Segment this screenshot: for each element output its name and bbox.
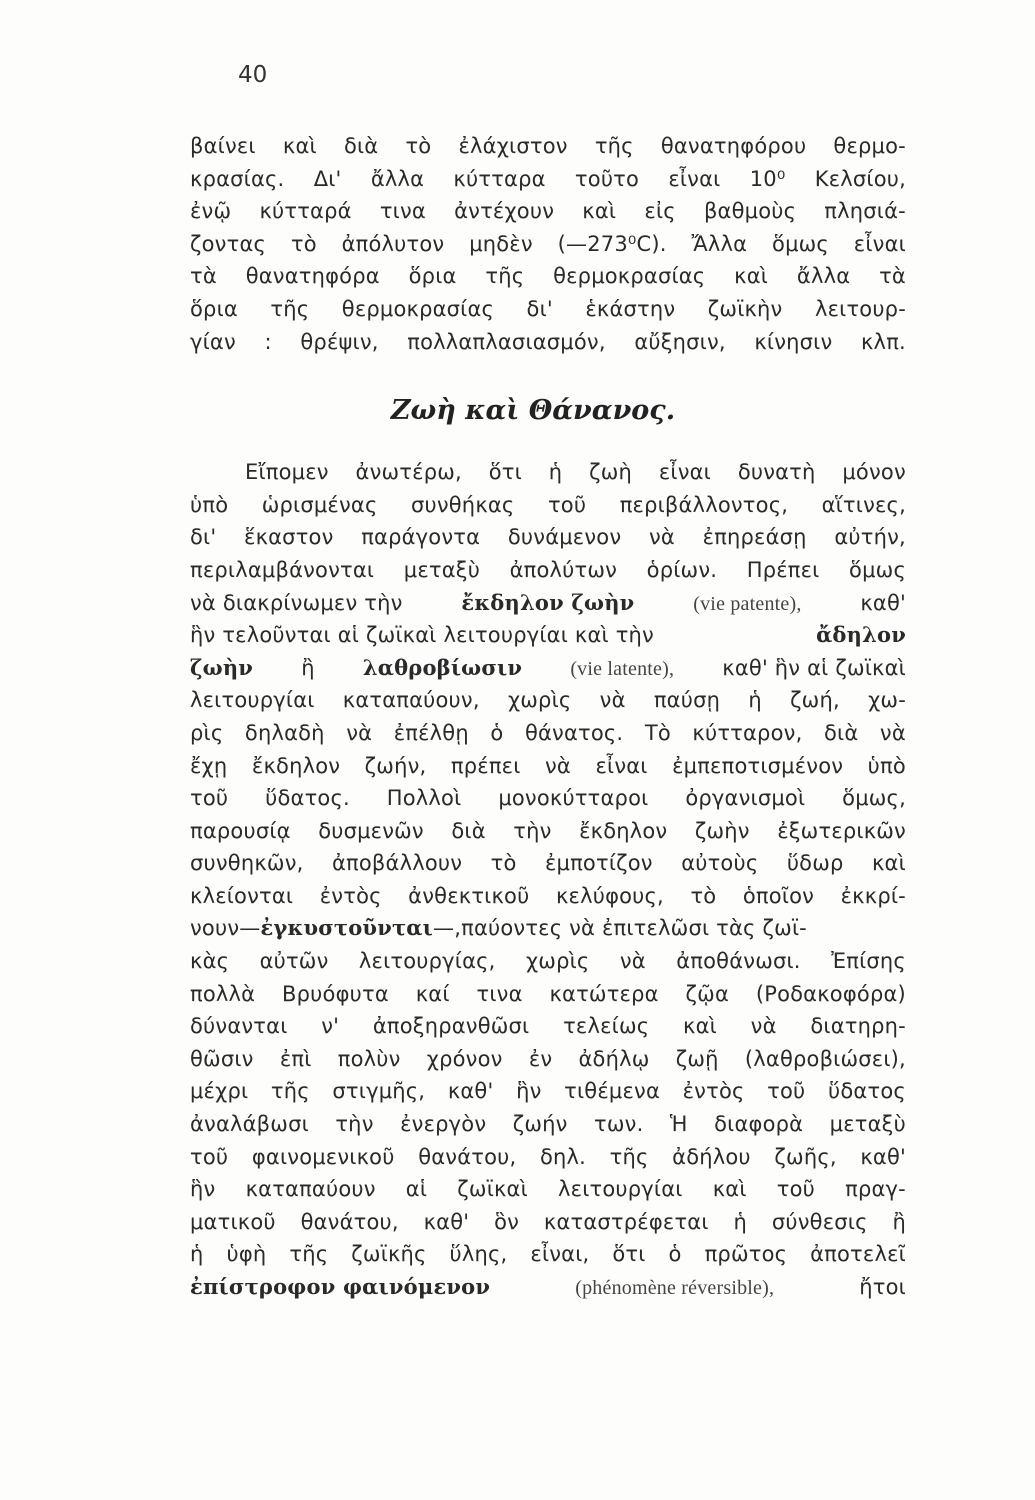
text-line bbox=[190, 587, 906, 620]
text-line: τοῦ φαινομενικοῦ θανάτου, δηλ. τῆς ἀδήλου ζωῆς, καθ' bbox=[190, 1144, 906, 1169]
text-line: ἔχῃ ἔκδηλον ζωήν, πρέπει νὰ εἶναι ἐμπεποτισμένον ὑπὸ bbox=[190, 753, 906, 778]
text-line: βαίνει καὶ διὰ τὸ ἐλάχιστον τῆς θανατηφόρου θερμο- bbox=[190, 134, 906, 158]
text-line bbox=[190, 912, 906, 945]
text-line: περιλαμβάνονται μεταξὺ ἀπολύτων ὁρίων. Πρέπει ὅμως bbox=[190, 557, 906, 582]
emphasis-term: ἄδηλον bbox=[816, 622, 906, 648]
french-term: (vie latente), bbox=[570, 657, 675, 680]
text-line: παρουσίᾳ δυσμενῶν διὰ τὴν ἔκδηλον ζωὴν ἐξωτερικῶν bbox=[190, 818, 906, 843]
text-line: δύνανται ν' ἀποξηρανθῶσι τελείως καὶ νὰ διατηρη- bbox=[190, 1014, 906, 1039]
text-line: τοῦ ὕδατος. Πολλοὶ μονοκύτταροι ὀργανισμοὶ ὅμως, bbox=[190, 786, 906, 811]
french-term: (vie patente), bbox=[693, 592, 802, 615]
text-line: μέχρι τῆς στιγμῆς, καθ' ἣν τιθέμενα ἐντὸς τοῦ ὕδατος bbox=[190, 1079, 906, 1104]
text-line: κρασίας. Δι' ἄλλα κύτταρα τοῦτο εἶναι 10⁰ Κελσίου, bbox=[190, 166, 906, 191]
text-run: νὰ διακρίνωμεν τὴν bbox=[190, 590, 403, 615]
text-line: ἐνῷ κύτταρά τινα ἀντέχουν καὶ εἰς βαθμοὺς πλησιά- bbox=[190, 199, 906, 224]
text-line: γίαν : θρέψιν, πολλαπλασιασμόν, αὔξησιν, κίνησιν κλπ. bbox=[190, 329, 906, 354]
text-run: ἤτοι bbox=[859, 1275, 906, 1299]
text-line bbox=[190, 1271, 906, 1304]
text-line: λειτουργίαι καταπαύουν, χωρὶς νὰ παύσῃ ἡ ζωή, χω- bbox=[190, 688, 906, 713]
text-run: —,παύοντες νὰ ἐπιτελῶσι τὰς ζωϊ- bbox=[433, 916, 807, 941]
text-line: ρὶς δηλαδὴ νὰ ἐπέλθῃ ὁ θάνατος. Τὸ κύτταρον, διὰ νὰ bbox=[190, 720, 906, 745]
text-line: θῶσιν ἐπὶ πολὺν χρόνον ἐν ἀδήλῳ ζωῇ (λαθροβιώσει), bbox=[190, 1046, 906, 1071]
page-number: 40 bbox=[238, 62, 268, 88]
text-line: ἀναλάβωσι τὴν ἐνεργὸν ζωήν των. Ἡ διαφορὰ μεταξὺ bbox=[190, 1112, 906, 1137]
text-run: καθ' ἣν αἱ ζωϊκαὶ bbox=[722, 655, 906, 680]
text-line bbox=[190, 619, 906, 652]
text-run: ἢ bbox=[301, 655, 315, 680]
text-run: καθ' bbox=[860, 590, 906, 615]
emphasis-term: ἐγκυστοῦνται bbox=[260, 915, 434, 941]
text-line bbox=[190, 652, 906, 685]
text-line: κλείονται ἐντὸς ἀνθεκτικοῦ κελύφους, τὸ ὁποῖον ἐκκρί- bbox=[190, 883, 906, 908]
text-line: κὰς αὐτῶν λειτουργίας, χωρὶς νὰ ἀποθάνωσι. Ἐπίσης bbox=[190, 949, 906, 974]
body-text bbox=[190, 130, 906, 1304]
text-line: ἣν καταπαύουν αἱ ζωϊκαὶ λειτουργίαι καὶ τοῦ πραγ- bbox=[190, 1177, 906, 1202]
emphasis-term: ζωὴν bbox=[190, 654, 254, 680]
text-run: ἣν τελοῦνται αἱ ζωϊκαὶ λειτουργίαι καὶ τὴν bbox=[190, 623, 654, 648]
text-line: Εἴπομεν ἀνωτέρω, ὅτι ἡ ζωὴ εἶναι δυνατὴ μόνον bbox=[245, 460, 906, 485]
text-line: ἡ ὑφὴ τῆς ζωϊκῆς ὕλης, εἶναι, ὅτι ὁ πρῶτος ἀποτελεῖ bbox=[190, 1242, 906, 1267]
text-line: ματικοῦ θανάτου, καθ' ὃν καταστρέφεται ἡ σύνθεσις ἢ bbox=[190, 1209, 906, 1234]
text-line: τὰ θανατηφόρα ὅρια τῆς θερμοκρασίας καὶ ἄλλα τὰ bbox=[190, 264, 906, 289]
text-line: ζοντας τὸ ἀπόλυτον μηδὲν (—273⁰C). Ἄλλα ὅμως εἶναι bbox=[190, 231, 906, 256]
section-heading: Ζωὴ καὶ Θάνανος. bbox=[390, 395, 676, 427]
emphasis-term: ἔκδηλον ζωὴν bbox=[461, 589, 635, 615]
text-run: νουν— bbox=[190, 916, 261, 941]
text-line: ὅρια τῆς θερμοκρασίας δι' ἑκάστην ζωϊκὴν λειτουρ- bbox=[190, 296, 906, 321]
text-line: δι' ἕκαστον παράγοντα δυνάμενον νὰ ἐπηρεάσῃ αὐτήν, bbox=[190, 525, 906, 550]
text-line: ὑπὸ ὡρισμένας συνθήκας τοῦ περιβάλλοντος, αἵτινες, bbox=[190, 492, 906, 517]
text-line: πολλὰ Βρυόφυτα καί τινα κατώτερα ζῷα (Ροδακοφόρα) bbox=[190, 981, 906, 1006]
emphasis-term: ἐπίστροφον φαινόμενον bbox=[190, 1274, 491, 1299]
emphasis-term: λαθροβίωσιν bbox=[362, 654, 523, 680]
french-term: (phénomène réversible), bbox=[575, 1277, 775, 1299]
text-line: συνθηκῶν, ἀποβάλλουν τὸ ἐμποτίζον αὐτοὺς ὕδωρ καὶ bbox=[190, 851, 906, 876]
